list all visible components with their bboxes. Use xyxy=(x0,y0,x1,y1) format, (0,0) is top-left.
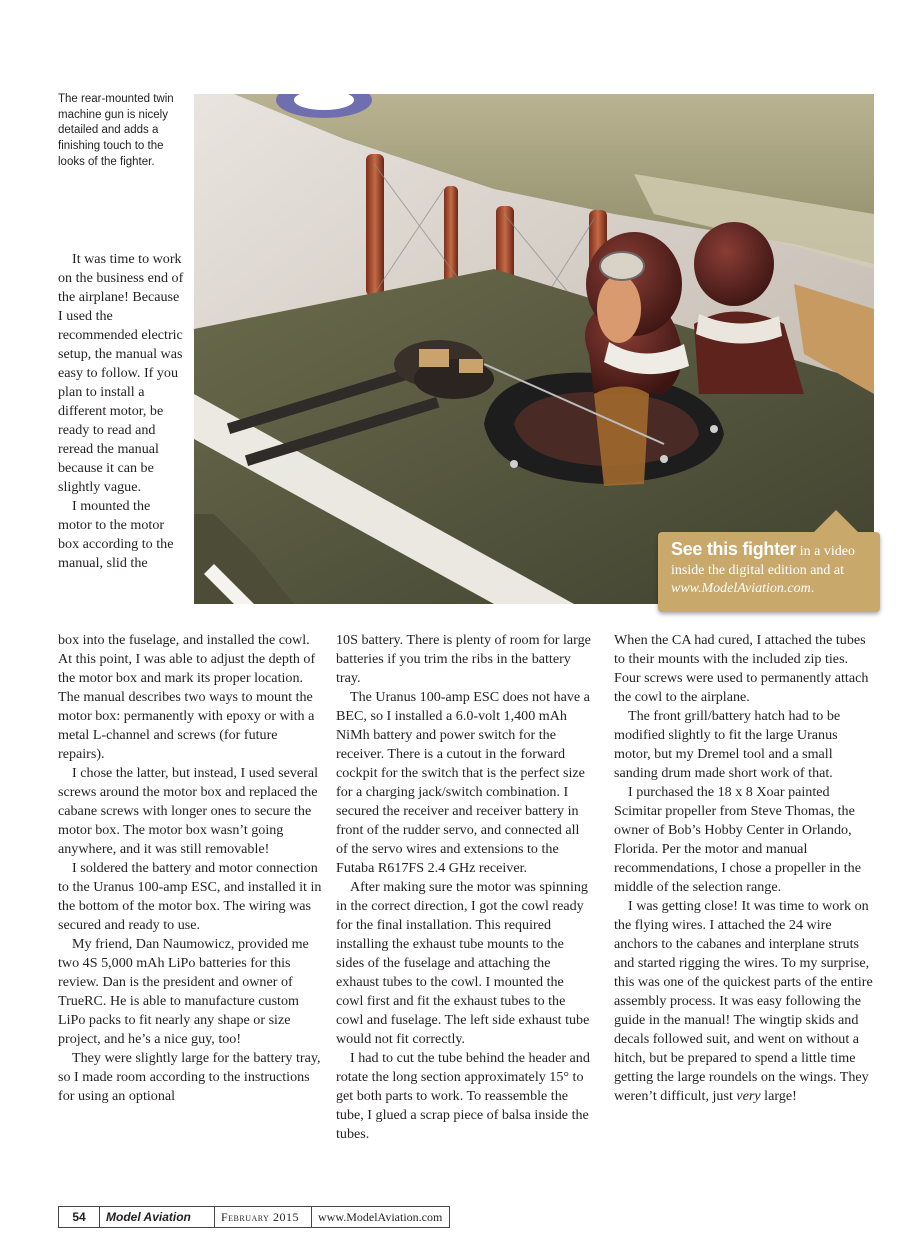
callout-end: . xyxy=(810,581,815,596)
page-number: 54 xyxy=(59,1207,100,1227)
emphasis: very xyxy=(736,1088,761,1104)
paragraph: 10S battery. There is plenty of room for large batteries if you trim the ribs in the battery tray. xyxy=(336,632,591,686)
paragraph: I chose the latter, but instead, I used several screws around the motor box and replaced the cabane screws with longer ones to secure the motor box. The motor box wasn’t going anywhere, and it was still removable! xyxy=(58,765,318,857)
narrow-column xyxy=(58,250,186,573)
callout-body: in a video inside the digital edition and at xyxy=(671,544,855,578)
paragraph: The front grill/battery hatch had to be modified slightly to fit the large Uranus motor, but my Dremel tool and a small sanding drum made short work of that. xyxy=(614,708,841,781)
website-link[interactable]: www.ModelAviation.com xyxy=(318,1209,443,1224)
paragraph: It was time to work on the business end of the airplane! Because I used the recommended electric setup, the manual was easy to follow. If you plan to install a different motor, be ready to read and reread the manual because it can be slightly vague. xyxy=(58,251,184,495)
paragraph-text: I was getting close! It was time to work on the flying wires. I attached the 24 wire anchors to the cabanes and interplane struts and started rigging the wires. To my surprise, this was one of the quickest parts of the entire assembly process. It was easy following the guide in the manual! The wingtip skids and decals followed suit, and went on without a hitch, but be prepared to spend a little time getting the large roundels on the wings. They weren’t difficult, just xyxy=(614,898,873,1104)
callout-link[interactable]: www.ModelAviation.com xyxy=(671,581,811,596)
column-2 xyxy=(336,631,592,1144)
paragraph: box into the fuselage, and installed the cowl. At this point, I was able to adjust the depth of the motor box and mark its proper location. The manual describes two ways to mount the motor box: permanently with epoxy or with a metal L-channel and screws (for future repairs). xyxy=(58,632,316,762)
issue-date: February 2015 xyxy=(215,1207,312,1227)
callout-headline: See this fighter xyxy=(671,539,797,559)
paragraph: I had to cut the tube behind the header and rotate the long section approximately 15° to get both parts to work. To reassemble the tube, I glued a scrap piece of balsa inside the tubes. xyxy=(336,1050,590,1142)
biplane-illustration xyxy=(194,94,874,604)
video-callout[interactable] xyxy=(658,532,880,612)
paragraph: When the CA had cured, I attached the tubes to their mounts with the included zip ties. Four screws were used to permanently attach the cowl to the airplane. xyxy=(614,632,869,705)
paragraph: I soldered the battery and motor connection to the Uranus 100-amp ESC, and installed it in the bottom of the motor box. The wiring was secured and ready to use. xyxy=(58,860,322,933)
callout-text xyxy=(671,540,875,599)
paragraph: My friend, Dan Naumowicz, provided me two 4S 5,000 mAh LiPo batteries for this review. Dan is the president and owner of TrueRC. He is able to manufacture custom LiPo packs to fit nearly any shape or size project, and he’s a nice guy, too! xyxy=(58,936,309,1047)
paragraph: I purchased the 18 x 8 Xoar painted Scimitar propeller from Steve Thomas, the owner of Bob’s Hobby Center in Orlando, Florida. Per the motor and manual recommendations, I chose a propeller in the middle of the selection range. xyxy=(614,784,861,895)
biplane-photo xyxy=(194,94,874,604)
page-footer xyxy=(58,1206,450,1228)
paragraph: The Uranus 100-amp ESC does not have a BEC, so I installed a 6.0-volt 1,400 mAh NiMh battery and power switch for the receiver. There is a cutout in the forward cockpit for the switch that is the perfect size for a charging jack/switch combination. I secured the receiver and receiver battery in front of the rudder servo, and connected all of the servo wires and extensions to the Futaba R617FS 2.4 GHz receiver. xyxy=(336,689,590,876)
column-1 xyxy=(58,631,326,1106)
column-3 xyxy=(614,631,876,1106)
paragraph: They were slightly large for the battery tray, so I made room according to the instructions for using an optional xyxy=(58,1050,321,1104)
paragraph xyxy=(614,897,876,1106)
paragraph: After making sure the motor was spinning in the correct direction, I got the cowl ready for the final installation. This required installing the exhaust tube mounts to the sides of the fuselage and attaching the exhaust tubes to the cowl. I mounted the cowl first and fit the exhaust tubes to the cowl and fuselage. The left side exhaust tube would not fit correctly. xyxy=(336,879,590,1047)
photo-caption: The rear-mounted twin machine gun is nicely detailed and adds a finishing touch to the looks of the fighter. xyxy=(58,93,174,168)
paragraph-tail: large! xyxy=(760,1088,797,1104)
paragraph: I mounted the motor to the motor box according to the manual, slid the xyxy=(58,498,174,571)
magazine-name: Model Aviation xyxy=(100,1207,215,1227)
